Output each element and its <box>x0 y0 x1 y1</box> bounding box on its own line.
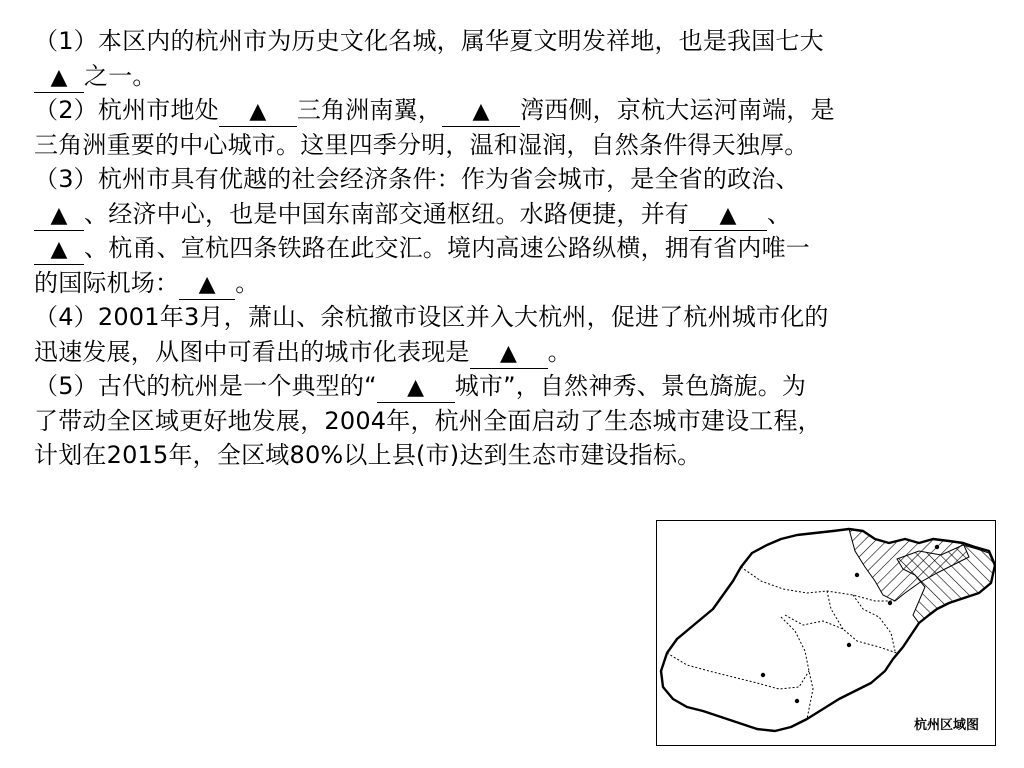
p5-line3: 计划在2015年，全区域80%以上县(市)达到生态市建设指标。 <box>34 441 702 469</box>
question-text <box>34 24 984 473</box>
county-boundaries <box>667 567 897 719</box>
p3-end: 。 <box>235 268 260 297</box>
answer-blank <box>470 338 548 369</box>
p4-line1: （4）2001年3月，萧山、余杭撤市设区并入大杭州，促进了杭州城市化的 <box>34 303 829 331</box>
question-part-2 <box>34 93 984 162</box>
question-part-1 <box>34 24 984 93</box>
p5-line2: 了带动全区域更好地发展，2004年，杭州全面启动了生态城市建设工程， <box>34 406 822 435</box>
answer-blank <box>442 96 520 127</box>
triangle-marker-icon: ▲ <box>198 271 216 297</box>
answer-blank <box>179 269 235 300</box>
triangle-marker-icon: ▲ <box>50 64 68 90</box>
p2-lead: （2）杭州市地处 <box>34 96 219 124</box>
answer-blank <box>34 200 84 231</box>
p3-mid1: 、经济中心，也是中国东南部交通枢纽。水路便捷，并有 <box>84 199 689 228</box>
triangle-marker-icon: ▲ <box>50 202 68 228</box>
p5-line1-post: 城市”，自然神秀、景色旖旎。为 <box>454 372 807 400</box>
p4-line2: 迅速发展，从图中可看出的城市化表现是 <box>34 337 470 366</box>
triangle-marker-icon: ▲ <box>500 340 518 366</box>
answer-blank <box>34 234 84 265</box>
p1-text: （1）本区内的杭州市为历史文化名城，属华夏文明发祥地，也是我国七大 <box>34 27 824 55</box>
p2-mid2: 湾西侧，京杭大运河南端，是 <box>520 96 835 124</box>
triangle-marker-icon: ▲ <box>407 375 425 400</box>
triangle-marker-icon: ▲ <box>719 202 737 228</box>
p3-mid4: 的国际机场： <box>34 268 180 297</box>
p1-text-end: 之一。 <box>84 61 157 90</box>
triangle-marker-icon: ▲ <box>50 237 68 262</box>
region-map-graphic <box>657 521 996 746</box>
question-part-3 <box>34 162 984 300</box>
triangle-marker-icon: ▲ <box>472 99 490 124</box>
hangzhou-region-map <box>656 520 996 746</box>
p3-line1: （3）杭州市具有优越的社会经济条件：作为省会城市，是全省的政治、 <box>34 165 800 193</box>
question-part-5 <box>34 369 984 473</box>
p3-mid2: 、 <box>767 199 792 228</box>
answer-blank <box>689 200 767 231</box>
question-part-4 <box>34 300 984 369</box>
p4-end: 。 <box>547 337 572 366</box>
answer-blank <box>377 372 455 403</box>
answer-blank <box>219 96 297 127</box>
p2-mid1: 三角洲南翼， <box>296 96 443 124</box>
p2-line2: 三角洲重要的中心城市。这里四季分明，温和湿润，自然条件得天独厚。 <box>34 130 809 159</box>
triangle-marker-icon: ▲ <box>249 99 267 124</box>
map-caption: 杭州区域图 <box>913 718 979 733</box>
answer-blank <box>34 62 84 93</box>
p5-line1-pre: （5）古代的杭州是一个典型的“ <box>34 372 377 400</box>
p3-mid3: 、杭甬、宣杭四条铁路在此交汇。境内高速公路纵横，拥有省内唯一 <box>84 234 810 262</box>
